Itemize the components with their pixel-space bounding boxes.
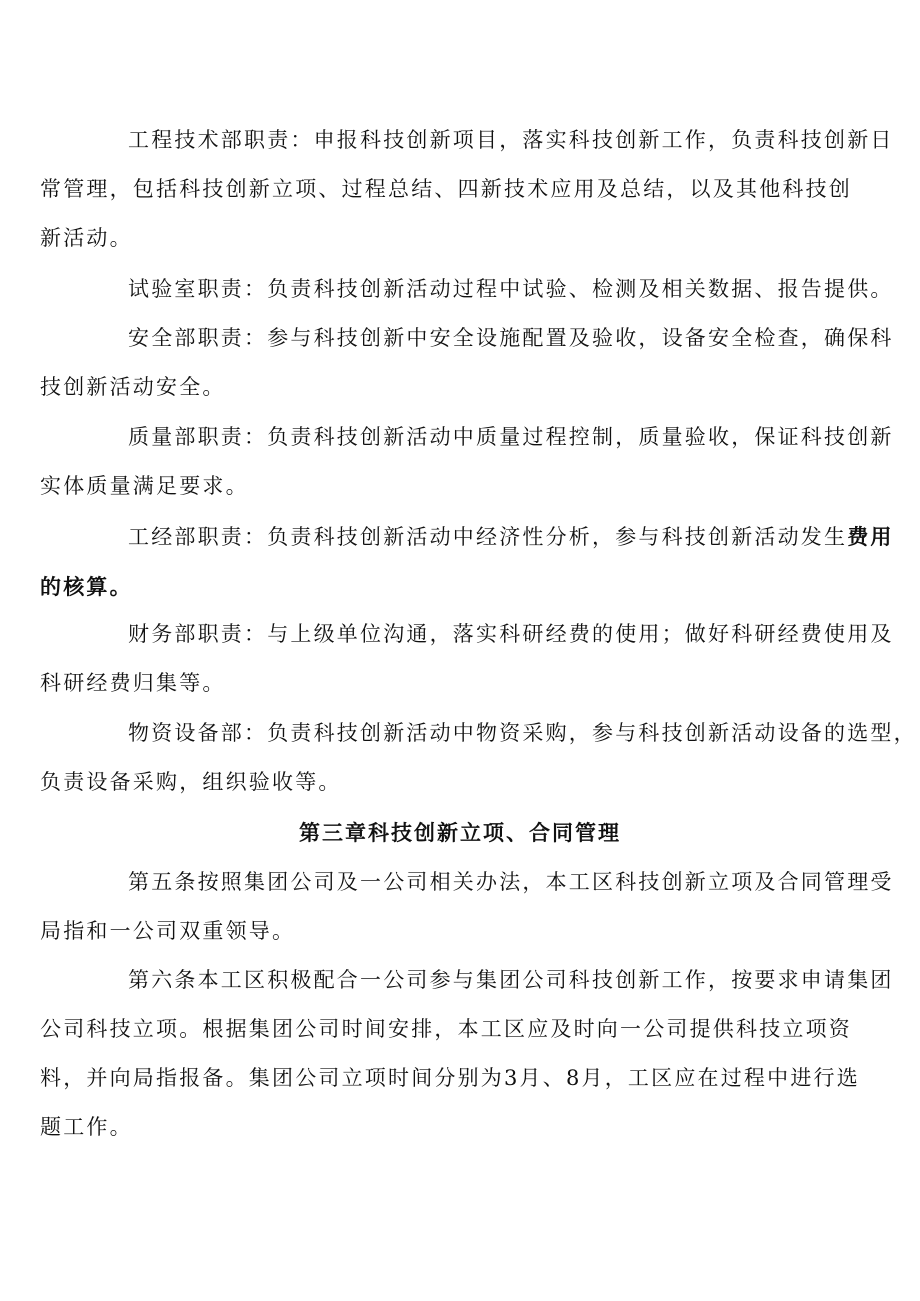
text-line: 第五条按照集团公司及一公司相关办法，本工区科技创新立项及合同管理受 (128, 870, 894, 894)
text-line: 物资设备部：负责科技创新活动中物资采购，参与科技创新活动设备的选型， (128, 721, 917, 745)
paragraph-finance-dept (40, 610, 894, 708)
paragraph-safety-dept (40, 314, 894, 412)
text-line: 科研经费归集等。 (40, 671, 226, 695)
text-line (84, 512, 894, 562)
text-line: 题工作。 (40, 1115, 133, 1139)
paragraph-quality-dept (40, 413, 894, 511)
chapter-heading: 第三章科技创新立项、合同管理 (299, 820, 621, 845)
text-line: 试验室职责：负责科技创新活动过程中试验、检测及相关数据、报告提供。 (128, 277, 894, 301)
text-line: 质量部职责：负责科技创新活动中质量过程控制，质量验收，保证科技创新 (128, 425, 894, 449)
text-line: 新活动。 (40, 226, 133, 250)
text-line: 料，并向局指报备。集团公司立项时间分别为3月、8月，工区应在过程中进行选 (40, 1066, 860, 1090)
article-5 (40, 858, 894, 956)
text-line: 常管理，包括科技创新立项、过程总结、四新技术应用及总结，以及其他科技创 (40, 177, 852, 201)
text-line: 局指和一公司双重领导。 (40, 919, 296, 943)
text-line: 工程技术部职责：申报科技创新项目，落实科技创新工作，负责科技创新日 (128, 128, 894, 152)
text-line: 财务部职责：与上级单位沟通，落实科研经费的使用；做好科研经费使用及 (128, 622, 894, 646)
text-line: 公司科技立项。根据集团公司时间安排，本工区应及时向一公司提供科技立项资 (40, 1017, 852, 1041)
paragraph-lab (84, 265, 894, 314)
text-line: 第六条本工区积极配合一公司参与集团公司科技创新工作，按要求申请集团 (128, 968, 894, 992)
bold-text-segment: 费用 (847, 524, 894, 549)
text-line: 技创新活动安全。 (40, 375, 226, 399)
article-6 (40, 956, 894, 1152)
text-segment: 工经部职责：负责科技创新活动中经济性分析，参与科技创新活动发生 (128, 525, 848, 549)
paragraph-materials-dept (40, 709, 917, 807)
bold-text-line: 的核算。 (40, 574, 133, 599)
paragraph-economics-dept (40, 512, 894, 611)
paragraph-engineering-dept (40, 116, 894, 263)
text-line: 负责设备采购，组织验收等。 (40, 770, 342, 794)
text-line: 实体质量满足要求。 (40, 474, 249, 498)
text-line: 安全部职责：参与科技创新中安全设施配置及验收，设备安全检查，确保科 (128, 326, 894, 350)
